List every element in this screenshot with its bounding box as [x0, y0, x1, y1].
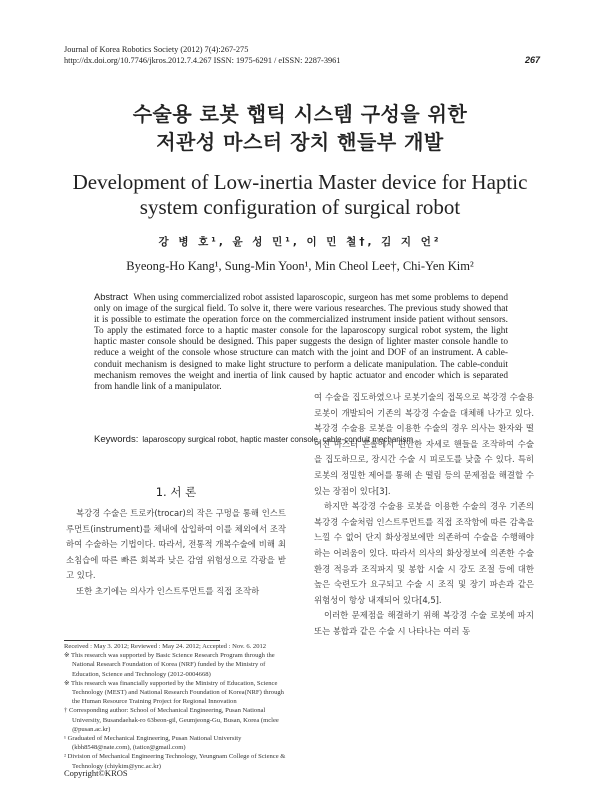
english-title-line-2: system configuration of surgical robot — [139, 195, 461, 219]
journal-header — [64, 44, 540, 66]
abstract-label: Abstract — [94, 292, 129, 302]
left-column-body — [66, 506, 286, 600]
korean-title — [0, 100, 600, 156]
footnote-divider — [64, 640, 220, 641]
doi-issn-line: http://dx.doi.org/10.7746/jkros.2012.7.4.267 ISSN: 1975-6291 / eISSN: 2287-3961 — [64, 56, 341, 65]
footnote-affiliation-2: ² Division of Mechanical Engineering Technology, Yeungnam College of Science & Technology (chiykim@ync.ac.kr) — [64, 753, 286, 770]
copyright-notice: Copyright©KROS — [64, 768, 128, 778]
abstract-text: When using commercialized robot assisted laparoscopic, surgeon has met some problems to depend only on image of the surgical field. To solve it, there were various researches. The previous study showed that it is possible to estimate the operation force on the commercialized instrument inside patient without sensors. To apply the estimated force to a haptic master console for the laparoscopy surgical robot system, the light haptic master console should be designed. This paper suggests the design of lighter master console handle to reduce a weight of the console whose structure can match with the joint and DOF of an instrument. A cable-conduit mechanism is designed to make light structure to perform a delicate manipulation. The cable-conduit mechanism removes the weight and inertia of link caused by haptic actuator and encoder which is separated from handle link of a manipulator. — [94, 293, 508, 392]
right-column-body — [314, 390, 534, 640]
keywords-text: laparoscopy surgical robot, haptic master console, cable-conduit mechanism — [142, 435, 414, 444]
footnote-funding-2: ※ This research was financially supported by the Ministry of Education, Science Technology (MEST) and National Research Foundation of Korea(NRF) through the Human Resource Training Project for Regional Innovation — [64, 679, 284, 706]
abstract — [94, 292, 508, 393]
english-title — [0, 170, 600, 220]
footnote-affiliation-1: ¹ Graduated of Mechanical Engineering, Pusan National University (kbh8548@nate.com), (tatice@gmail.com) — [64, 735, 242, 752]
journal-citation: Journal of Korea Robotics Society (2012) 7(4):267-275 — [64, 45, 249, 54]
korean-title-line-2: 저관성 마스터 장치 핸들부 개발 — [156, 130, 444, 154]
right-paragraph-1: 여 수술을 집도하였으나 로봇기술의 접목으로 복강경 수술용 로봇이 개발되어 기존의 복강경 수술을 대체해 나가고 있다. 복강경 수술용 로봇을 이용한 수술의 경우 의사는 환자와 떨어진 마스터 콘솔에서 편안한 자세로 핸들을 조작하여 수술을 집도하므로, 장시간 수술 시 피로도를 낮출 수 있다. 특히 로봇의 정밀한 제어를 통해 손 떨림 등의 문제점을 해결할 수 있는 장점이 있다[3]. — [314, 392, 534, 496]
footnote-corresponding-author: † Corresponding author: School of Mechanical Engineering, Pusan National University, Busandaehak-ro 63beon-gil, Geumjeong-Gu, Busan, Korea (mclee @pusan.ac.kr) — [64, 707, 279, 733]
footnote-funding-1: ※ This research was supported by Basic Science Research Program through the National Research Foundation of Korea (NRF) funded by the Ministry of Education, Science and Technology (2012-0004668) — [64, 652, 275, 678]
right-paragraph-3: 이러한 문제점을 해결하기 위해 복강경 수술 로봇에 파지 또는 봉합과 같은 수술 시 나타나는 여러 동 — [314, 610, 534, 636]
english-authors: Byeong-Ho Kang¹, Sung-Min Yoon¹, Min Cheol Lee†, Chi-Yen Kim² — [126, 259, 474, 273]
footnote-received: Received : May 3. 2012; Reviewed : May 24. 2012; Accepted : Nov. 6. 2012 — [64, 643, 267, 650]
intro-paragraph-1: 복강경 수술은 트로카(trocar)의 작은 구멍을 통해 인스트루먼트(instrument)를 체내에 삽입하여 이를 체외에서 조작하여 수술하는 기법이다. 따라서, 전통적 개복수술에 비해 최소침습에 따른 빠른 회복과 낮은 감염 위험성으로 각광을 받고 있다. — [66, 508, 286, 581]
english-title-line-1: Development of Low-inertia Master device for Haptic — [72, 170, 528, 194]
korean-title-line-1: 수술용 로봇 햅틱 시스템 구성을 위한 — [132, 102, 468, 126]
page-number: 267 — [524, 55, 540, 65]
footnotes — [64, 642, 292, 771]
keywords-label: Keywords: — [94, 434, 139, 445]
korean-authors: 강 병 호¹, 윤 성 민¹, 이 민 철†, 김 지 언² — [158, 236, 442, 248]
right-paragraph-2: 하지만 복강경 수술용 로봇을 이용한 수술의 경우 기존의 복강경 수술처럼 인스트루먼트를 직접 조작함에 따른 감촉을 느낄 수 없어 단지 화상정보에만 의존하여 수술을 수행해야 하는 어려움이 있다. 따라서 의사의 화상정보에 의존한 수술환경 적응과 조직파지 및 봉합 시술 시 강도 조절 등에 대한 높은 숙련도가 요구되고 수술 시 조직 및 장기 파손과 같은 위험성이 항상 내재되어 있다[4,5]. — [314, 501, 534, 605]
intro-paragraph-2: 또한 초기에는 의사가 인스트루먼트를 직접 조작하 — [76, 585, 260, 596]
section-heading-introduction: 1. 서 론 — [155, 485, 197, 499]
